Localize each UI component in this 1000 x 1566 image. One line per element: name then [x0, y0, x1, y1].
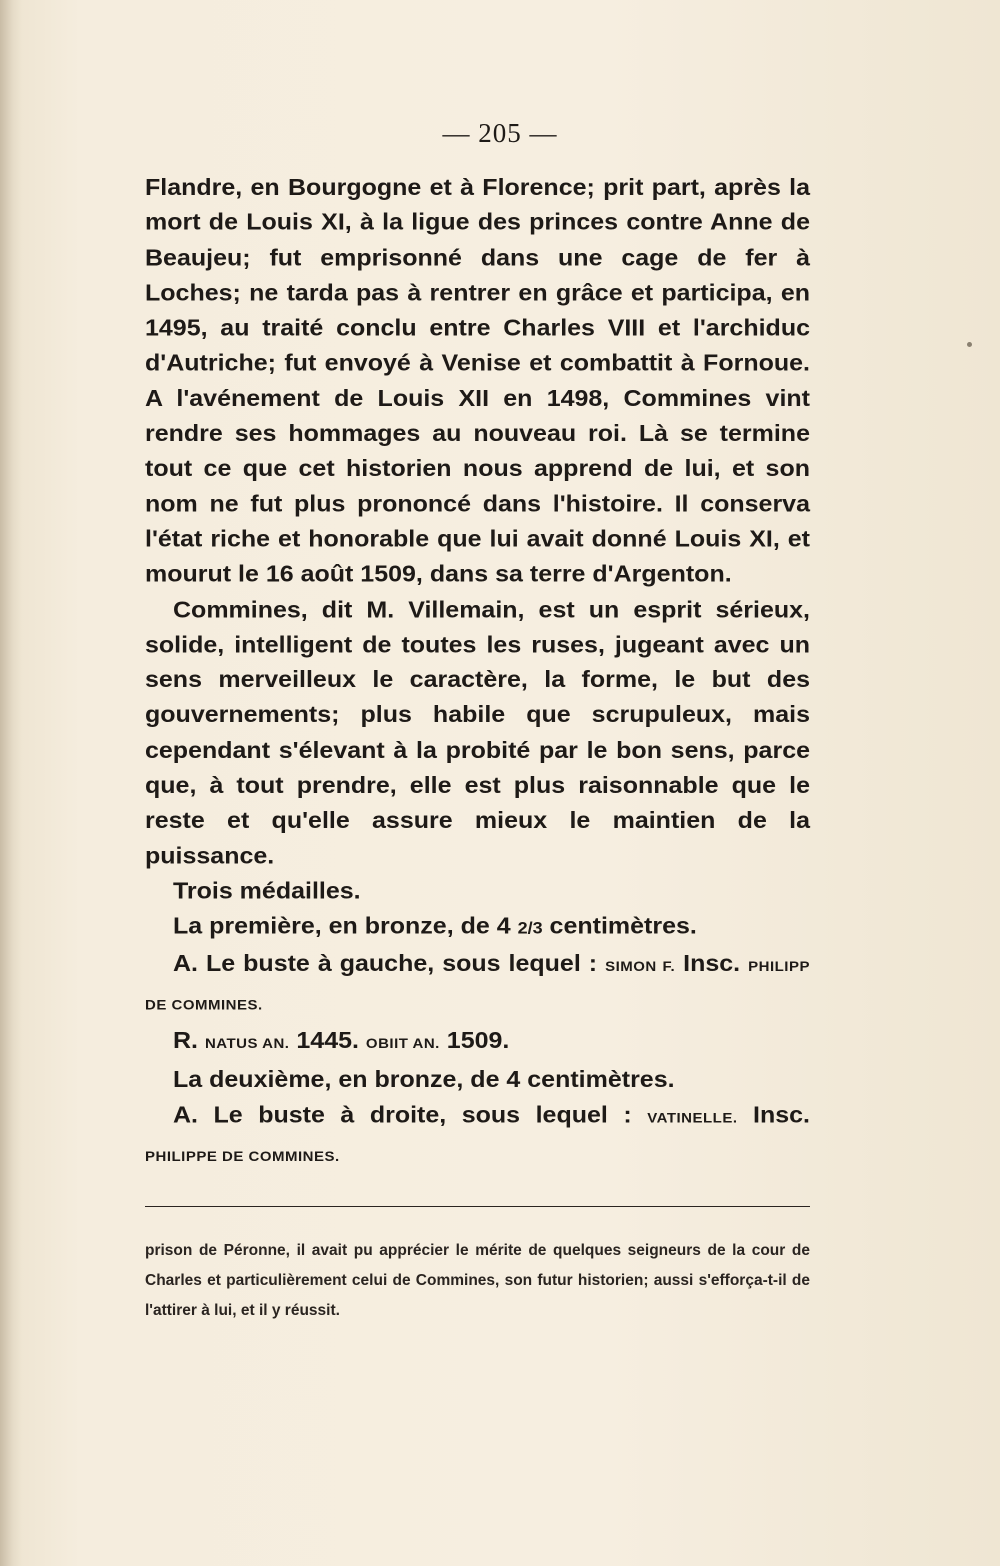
paragraph-first-reverse	[145, 1024, 810, 1063]
second-obverse-text: A. Le buste à droite, sous lequel :	[173, 1102, 648, 1128]
footnote: prison de Péronne, il avait pu apprécier le mérite de quelques seigneurs de la cour de Charles et particulièrement celui de Commines, son futur historien; aussi s'efforça-t-il de l'attirer à lui, et il y réussit.	[145, 1242, 810, 1319]
first-reverse-birth-year: 1445.	[289, 1028, 366, 1054]
main-text	[145, 170, 810, 1175]
first-reverse-obiit: OBIIT AN.	[365, 1036, 440, 1053]
first-medal-unit: centimètres.	[542, 913, 697, 940]
first-reverse-natus: NATUS AN.	[204, 1036, 290, 1053]
second-obverse-insc: Insc.	[737, 1102, 810, 1128]
paragraph-second-obverse	[145, 1098, 810, 1176]
first-reverse-death-year: 1509.	[439, 1028, 510, 1054]
second-obverse-signature: VATINELLE.	[647, 1110, 738, 1127]
page-speck	[967, 342, 972, 347]
paragraph-first-medal	[145, 909, 810, 946]
first-obverse-signature: SIMON F.	[605, 958, 676, 975]
first-medal-fraction: 2/3	[517, 918, 543, 938]
page-number: — 205 —	[442, 118, 558, 148]
paragraph-second-medal: La deuxième, en bronze, de 4 centimètres.	[173, 1066, 675, 1093]
second-obverse-inscription: PHILIPPE DE COMMINES.	[145, 1149, 340, 1165]
footnote-rule	[145, 1206, 810, 1207]
first-obverse-insc: Insc.	[675, 950, 749, 977]
first-obverse-text: A. Le buste à gauche, sous lequel :	[173, 950, 606, 977]
paragraph-villemain-quote: Commines, dit M. Villemain, est un esprit sérieux, solide, intelligent de toutes les ruses, jugeant avec un sens merveilleux le caractère, la forme, le but des gouvernements; plus habile que scrupuleux, mais cependant s'élevant à la probité par le bon sens, parce que, à tout prendre, elle est plus raisonnable que le reste et qu'elle assure mieux le maintien de la puissance.	[145, 596, 810, 869]
paragraph-first-obverse	[145, 946, 810, 1024]
first-medal-text: La première, en bronze, de 4	[173, 913, 518, 940]
binding-edge	[0, 0, 22, 1566]
first-reverse-label: R.	[173, 1028, 205, 1054]
paragraph-biography: Flandre, en Bourgogne et à Florence; prit part, après la mort de Louis XI, à la ligue des princes contre Anne de Beaujeu; fut emprisonné dans une cage de fer à Loches; ne tarda pas à rentrer en grâce et participa, en 1495, au traité conclu entre Charles VIII et l'archiduc d'Autriche; fut envoyé à Venise et combattit à Fornoue. A l'avénement de Louis XII en 1498, Commines vint rendre ses hommages au nouveau roi. Là se termine tout ce que cet historien nous apprend de lui, et son nom ne fut plus prononcé dans l'histoire. Il conserva l'état riche et honorable que lui avait donné Louis XI, et mourut le 16 août 1509, dans sa terre d'Argenton.	[145, 174, 810, 588]
first-obverse-inscription: PHILIPP DE COMMINES.	[145, 958, 810, 1014]
paragraph-medals-heading: Trois médailles.	[173, 878, 361, 904]
